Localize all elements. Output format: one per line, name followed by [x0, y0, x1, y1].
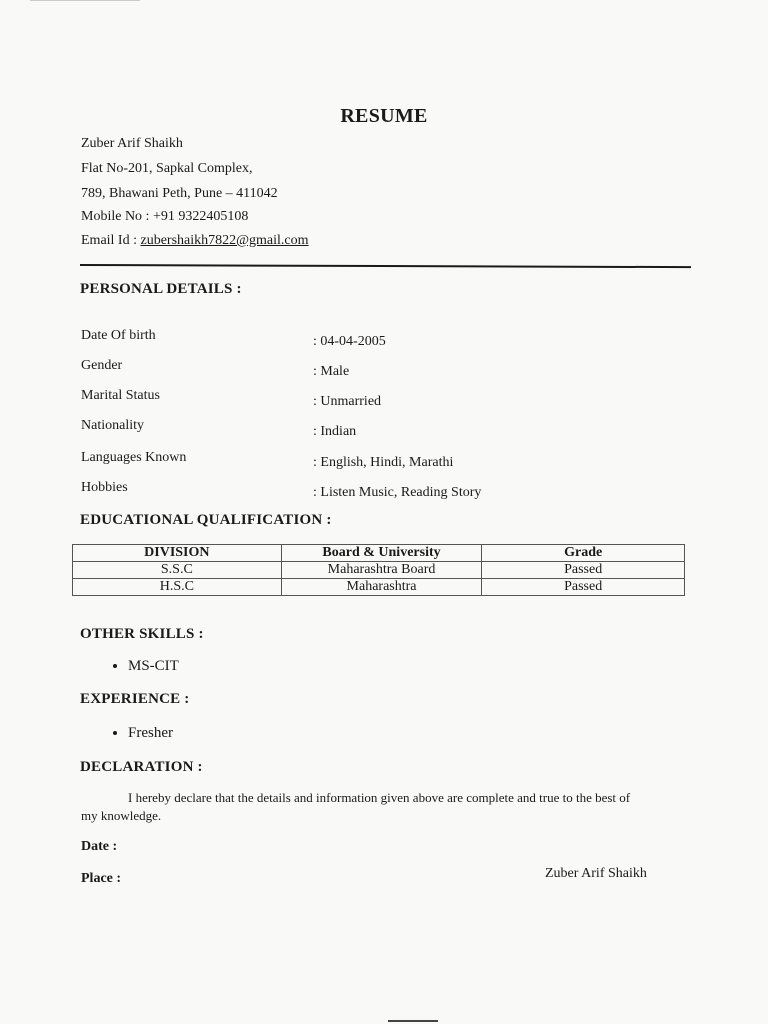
list-item: • Fresher — [128, 725, 173, 742]
column-header: DIVISION — [73, 545, 282, 562]
marital-status-label: Marital Status — [81, 388, 160, 403]
education-table — [72, 544, 685, 596]
other-skills-heading: OTHER SKILLS : — [80, 626, 204, 642]
table-cell: H.S.C — [73, 579, 282, 596]
address-line-2: 789, Bhawani Peth, Pune – 411042 — [81, 186, 278, 201]
dob-value: : 04-04-2005 — [313, 334, 386, 349]
contact-name: Zuber Arif Shaikh — [81, 136, 183, 151]
dob-label: Date Of birth — [81, 328, 156, 343]
scan-mark — [388, 1020, 438, 1022]
marital-status-value: : Unmarried — [313, 394, 382, 409]
gender-label: Gender — [81, 358, 123, 373]
header-divider — [80, 264, 691, 268]
table-header-row — [73, 545, 685, 562]
declaration-text-line-2: my knowledge. — [81, 808, 162, 823]
gender-value: : Male — [313, 364, 350, 379]
date-label: Date : — [81, 839, 118, 854]
declaration-heading: DECLARATION : — [80, 759, 203, 775]
address-line-1: Flat No-201, Sapkal Complex, — [81, 161, 253, 176]
email-label: Email Id : — [81, 233, 141, 248]
hobbies-label: Hobbies — [81, 480, 128, 495]
experience-heading: EXPERIENCE : — [80, 691, 190, 707]
signature-name: Zuber Arif Shaikh — [545, 866, 647, 881]
column-header: Grade — [482, 545, 685, 562]
table-cell: Maharashtra Board — [281, 562, 482, 579]
table-row — [73, 562, 685, 579]
mobile-number: Mobile No : +91 9322405108 — [81, 209, 249, 224]
table-cell: Passed — [482, 579, 685, 596]
skills-list — [80, 658, 179, 675]
declaration-text-line-1: I hereby declare that the details and information given above are complete and true to the best of — [128, 790, 631, 805]
document-title: RESUME — [340, 105, 428, 127]
table-cell: S.S.C — [73, 562, 282, 579]
email-link[interactable]: zubershaikh7822@gmail.com — [140, 233, 309, 248]
languages-value: : English, Hindi, Marathi — [313, 455, 454, 470]
place-label: Place : — [81, 871, 122, 886]
table-cell: Passed — [482, 562, 685, 579]
list-item: • MS-CIT — [128, 658, 179, 675]
languages-label: Languages Known — [81, 450, 187, 465]
email-line — [81, 233, 309, 249]
education-heading: EDUCATIONAL QUALIFICATION : — [80, 512, 332, 528]
hobbies-value: : Listen Music, Reading Story — [313, 485, 482, 500]
column-header: Board & University — [281, 545, 482, 562]
nationality-value: : Indian — [313, 424, 357, 439]
table-row — [73, 579, 685, 596]
experience-list — [80, 725, 173, 742]
scan-edge-line — [30, 0, 140, 1]
nationality-label: Nationality — [81, 418, 144, 433]
table-cell: Maharashtra — [281, 579, 482, 596]
personal-details-heading: PERSONAL DETAILS : — [80, 281, 242, 297]
